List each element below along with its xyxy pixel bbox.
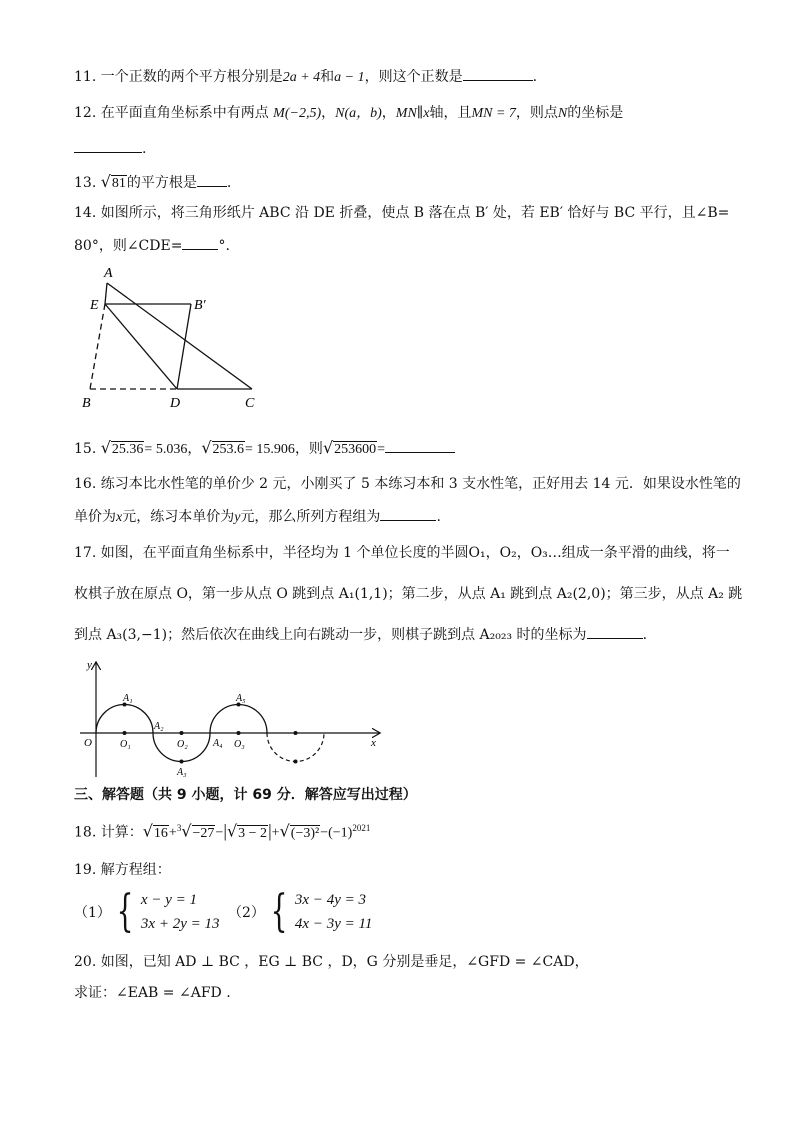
point-o3	[237, 731, 241, 735]
label-d: D	[170, 396, 181, 411]
sqrt-symbol-icon: √	[279, 821, 290, 841]
q18-term-1: 16	[153, 825, 168, 841]
q15-equals: =	[377, 442, 386, 457]
label-b-prime: B′	[194, 298, 206, 313]
q18-op-2: −	[215, 825, 224, 841]
q17-answer-blank[interactable]	[587, 624, 643, 639]
segment-ae	[105, 283, 107, 304]
question-17-line-2	[74, 584, 742, 604]
label-c: C	[245, 396, 255, 411]
question-16	[74, 474, 741, 494]
q18-cube-index: 3	[176, 823, 182, 833]
semicircle-o1	[96, 705, 153, 733]
label-o3: O₃	[234, 739, 245, 750]
q18-term-4: (−3)²	[290, 825, 320, 841]
q16-text-3: 元，练习本单价为	[122, 509, 235, 525]
q12-text-3: ，则点	[515, 105, 558, 121]
q12-point-m: M(−2,5)	[273, 106, 322, 121]
label-a2: A₂	[154, 721, 164, 732]
q16-end: .	[436, 509, 441, 525]
sqrt-symbol-icon: √	[322, 438, 334, 457]
label-y: y	[87, 659, 92, 671]
q19-part-1-label: （1）	[74, 905, 111, 921]
q11-end: .	[532, 69, 538, 85]
q11-answer-blank[interactable]	[463, 66, 533, 81]
label-o2: O₂	[177, 739, 188, 750]
q15-radicand-3: 253600	[334, 442, 377, 457]
q12-point-n: N(a，b)	[335, 106, 382, 121]
semicircle-o3	[210, 705, 267, 734]
q19-eq-2a: 3x − 4y = 3	[294, 892, 366, 908]
q12-n: N	[557, 106, 568, 121]
q14-triangle-figure	[74, 262, 274, 412]
q15-text: ，则	[294, 441, 323, 457]
q12-text: 在平面直角坐标系中有两点	[100, 105, 269, 121]
question-12-answer-line	[74, 138, 146, 159]
q11-and: 和	[320, 69, 335, 85]
q17-text: 如图，在平面直角坐标系中，半径均为 1 个单位长度的半圆O₁，O₂，O₃…组成一条平滑的曲线，将一	[100, 545, 730, 561]
q16-text-2: 单价为	[74, 509, 116, 525]
label-x: x	[371, 737, 376, 749]
section-3-heading: 三、解答题（共 9 小题，计 69 分．解答应写出过程）	[74, 787, 417, 803]
q17-text-2: 枚棋子放在原点 O，第一步从点 O 跳到点 A₁(1,1)；第二步，从点 A₁ 跳到点 A₂(2,0)；第三步，从点 A₂ 跳	[74, 586, 743, 602]
q15-radicand-1: 25.36	[111, 442, 144, 457]
question-16-line-2	[74, 506, 441, 528]
question-13	[74, 172, 231, 193]
q14-text-3: °.	[218, 238, 230, 254]
q19-eq-1a: x − y = 1	[140, 892, 197, 908]
q18-term-3: 3 − 2	[238, 825, 268, 841]
q19-part-2-label: （2）	[228, 905, 265, 921]
label-a3: A₃	[177, 767, 187, 778]
abs-left-icon: |	[223, 820, 227, 841]
q18-term-5: (−1)	[328, 825, 353, 841]
q11-text: 一个正数的两个平方根分别是	[100, 69, 283, 85]
q15-radicand-2: 253.6	[212, 442, 245, 457]
q12-axis: x	[423, 106, 430, 121]
question-20	[74, 952, 589, 972]
q15-value-2: = 15.906	[245, 442, 295, 457]
sqrt-symbol-icon: √	[142, 821, 153, 841]
q12-length: MN = 7	[471, 106, 516, 121]
q13-number: 13.	[74, 175, 97, 191]
q19-system-1	[74, 888, 219, 936]
q17-semicircle-figure	[74, 655, 394, 780]
q14-text: 如图所示，将三角形纸片 ABC 沿 DE 折叠，使点 B 落在点 B′ 处，若 EB′ 恰好与 BC 平行，且∠B=	[100, 205, 730, 221]
question-19	[74, 860, 171, 880]
q11-number: 11.	[74, 69, 97, 85]
label-o1: O₁	[120, 739, 131, 750]
label-a: A	[104, 266, 113, 281]
q20-text: 如图，已知 AD ⊥ BC ，EG ⊥ BC ，D，G 分别是垂足，∠GFD = ∠CAD，	[100, 954, 589, 970]
question-17	[74, 543, 730, 563]
q13-end: .	[226, 175, 232, 191]
q19-eq-1b: 3x + 2y = 13	[140, 916, 220, 932]
q12-sep-2: ，	[381, 105, 396, 121]
q11-expr-1: 2a + 4	[282, 70, 321, 85]
q19-system-2	[228, 888, 372, 936]
label-b: B	[82, 396, 91, 411]
q16-text-4: 元，那么所列方程组为	[240, 509, 381, 525]
q19-eq-2b: 4x − 3y = 11	[294, 916, 373, 932]
brace-icon: {	[116, 886, 134, 937]
question-12	[74, 103, 623, 124]
q13-text: 的平方根是	[126, 175, 197, 191]
question-11	[74, 66, 537, 88]
abs-right-icon: |	[268, 820, 272, 841]
q16-text: 练习本比水性笔的单价少 2 元，小刚买了 5 本练习本和 3 支水性笔，正好用去 14 元．如果设水性笔的	[100, 476, 741, 492]
q20-number: 20.	[74, 954, 97, 970]
q12-end: .	[142, 141, 147, 157]
q12-text-4: 的坐标是	[567, 105, 624, 121]
sqrt-symbol-icon: √	[100, 172, 111, 191]
q14-answer-blank[interactable]	[182, 235, 218, 250]
q15-answer-blank[interactable]	[385, 438, 455, 453]
q18-number: 18.	[74, 824, 97, 841]
question-20-line-2	[74, 983, 231, 1003]
q18-label: 计算：	[100, 824, 143, 841]
sqrt-symbol-icon: √	[201, 438, 212, 457]
label-o: O	[84, 737, 92, 749]
q16-answer-blank[interactable]	[380, 506, 436, 521]
q19-label: 解方程组：	[100, 862, 171, 878]
question-15	[74, 438, 455, 460]
brace-icon: {	[270, 886, 288, 937]
question-14-line-2	[74, 235, 230, 256]
q11-text-2: ，则这个正数是	[364, 69, 463, 85]
question-18	[74, 818, 370, 844]
q12-answer-blank[interactable]	[74, 138, 142, 153]
segment-ed	[105, 304, 177, 389]
q15-number: 15.	[74, 441, 97, 457]
q13-answer-blank[interactable]	[197, 172, 227, 187]
point-dashed-bottom	[294, 760, 298, 764]
label-e: E	[90, 298, 99, 313]
q12-number: 12.	[74, 105, 97, 121]
cube-root-symbol-icon: √	[181, 821, 192, 841]
label-a4: A₄	[213, 738, 223, 749]
q16-number: 16.	[74, 476, 97, 492]
q18-term-2: −27	[192, 825, 215, 841]
question-14	[74, 203, 729, 223]
q18-op-4: −	[320, 825, 329, 841]
q18-op-3: +	[271, 825, 280, 841]
point-a3	[180, 760, 184, 764]
q18-exponent: 2021	[352, 823, 371, 833]
point-o2	[180, 731, 184, 735]
label-a1: A₁	[123, 693, 133, 704]
semicircle-dashed	[267, 733, 324, 762]
q12-text-2: 轴，且	[429, 105, 472, 121]
q13-radicand: 81	[111, 176, 126, 191]
q17-text-3: 到点 A₃(3,−1)；然后依次在曲线上向右跳动一步，则棋子跳到点 A₂₀₂₃ 时的坐标为	[74, 627, 587, 643]
q14-number: 14.	[74, 205, 97, 221]
q11-expr-2: a − 1	[334, 70, 365, 85]
q16-var-x: x	[116, 510, 123, 525]
question-17-line-3	[74, 624, 647, 645]
q16-var-y: y	[234, 510, 241, 525]
q15-value-1: = 5.036	[144, 442, 188, 457]
sqrt-symbol-icon: √	[100, 438, 111, 457]
point-dashed-center	[294, 731, 298, 735]
q18-op-1: +	[168, 825, 177, 841]
segment-eb-dashed	[90, 304, 105, 389]
q14-text-2: 80°，则∠CDE=	[74, 238, 183, 254]
label-a5: A₅	[236, 693, 246, 704]
point-o1	[123, 731, 127, 735]
q19-number: 19.	[74, 862, 97, 878]
sqrt-symbol-icon: √	[226, 821, 238, 841]
q15-sep: ，	[187, 441, 202, 457]
q12-parallel: MN∥	[395, 106, 424, 121]
q12-sep: ，	[321, 105, 336, 121]
q17-end: .	[642, 627, 648, 643]
segment-b1d	[177, 304, 191, 389]
q20-text-2: 求证：∠EAB = ∠AFD .	[74, 985, 231, 1001]
q17-number: 17.	[74, 545, 97, 561]
